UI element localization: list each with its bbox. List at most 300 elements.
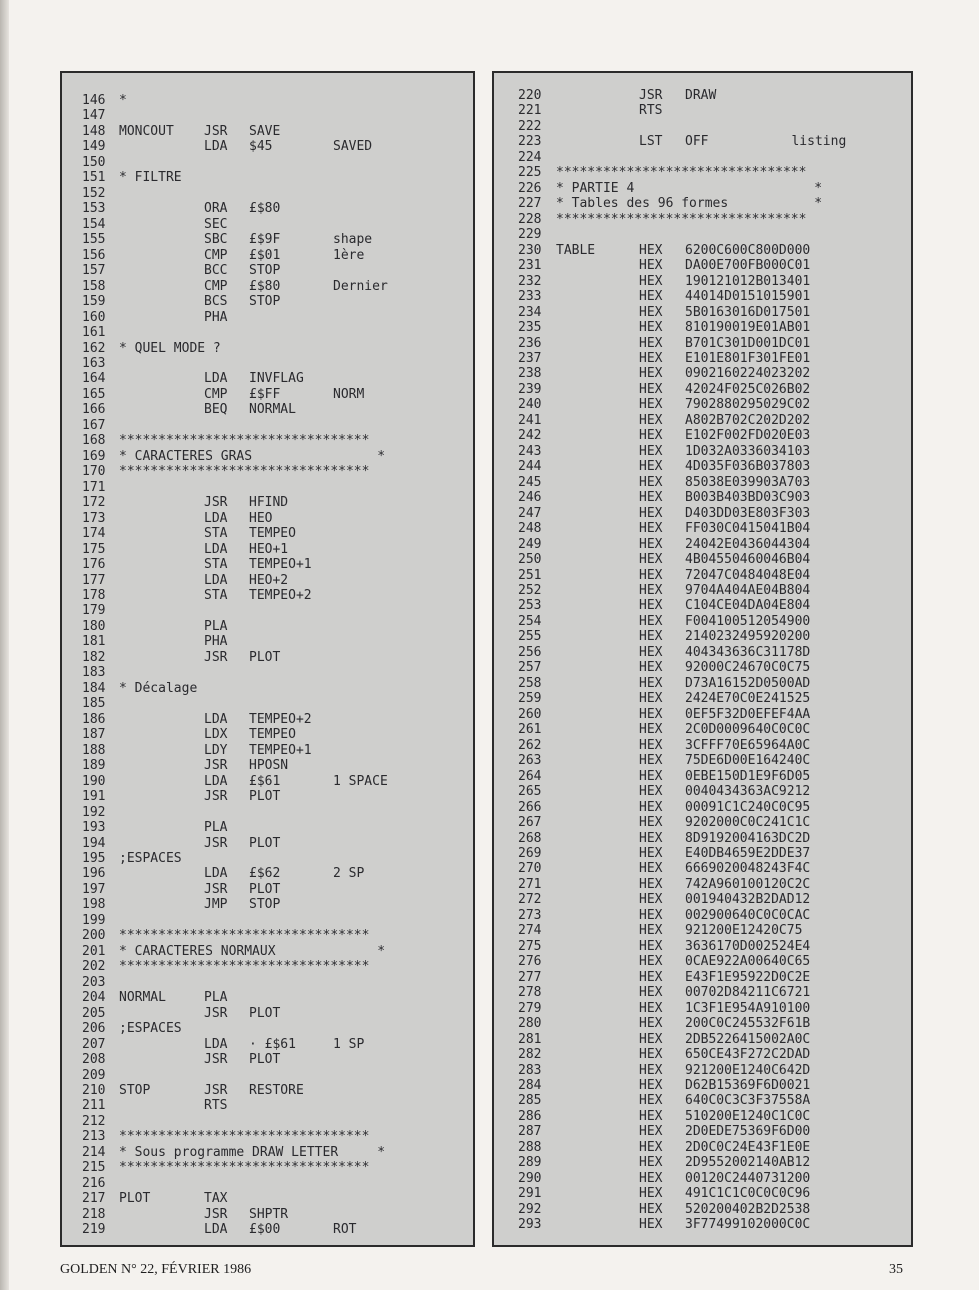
code-operand: INVFLAG	[249, 371, 304, 387]
code-opcode: JSR	[204, 495, 228, 511]
line-number: 284	[518, 1078, 542, 1093]
line-number: 146	[82, 93, 106, 108]
code-operand: PLOT	[249, 835, 281, 851]
code-opcode: LDA	[204, 711, 228, 727]
line-number: 173	[82, 510, 106, 526]
line-number: 225	[518, 165, 542, 181]
code-line	[62, 959, 473, 974]
line-number: 211	[82, 1098, 106, 1114]
code-operand: A802B702C202D202	[685, 412, 811, 428]
line-number: 158	[82, 278, 106, 294]
code-comment: SAVED	[333, 139, 373, 155]
code-line	[62, 743, 473, 758]
code-line	[494, 753, 911, 768]
code-label: ********************************	[119, 928, 370, 944]
line-number: 231	[518, 258, 542, 274]
code-line	[494, 413, 911, 428]
code-line	[62, 1129, 473, 1144]
line-number: 257	[518, 660, 542, 676]
line-number: 161	[82, 325, 106, 341]
code-operand: 92000C24670C0C75	[685, 660, 811, 676]
line-number: 247	[518, 505, 542, 521]
line-number: 273	[518, 907, 542, 923]
line-number: 190	[82, 773, 106, 789]
code-operand: PLOT	[249, 1005, 281, 1021]
line-number: 239	[518, 381, 542, 397]
code-operand: 200C0C245532F61B	[685, 1016, 811, 1032]
code-opcode: JSR	[204, 758, 228, 774]
code-opcode: LDA	[204, 541, 228, 557]
code-comment: ROT	[333, 1222, 357, 1238]
code-operand: 7902880295029C02	[685, 397, 811, 413]
code-operand: E102F002FD020E03	[685, 428, 811, 444]
line-number: 244	[518, 459, 542, 475]
code-operand: E101E801F301FE01	[685, 350, 811, 366]
code-line	[494, 1202, 911, 1217]
code-line	[62, 758, 473, 773]
line-number: 171	[82, 479, 106, 495]
line-number: 214	[82, 1144, 106, 1160]
code-line	[62, 1176, 473, 1191]
code-operand: 2140232495920200	[685, 629, 811, 645]
code-line	[62, 727, 473, 742]
code-line	[494, 1078, 911, 1093]
line-number: 243	[518, 443, 542, 459]
code-label: ********************************	[119, 959, 370, 975]
code-opcode: LDA	[204, 1036, 228, 1052]
code-line	[62, 990, 473, 1005]
line-number: 266	[518, 799, 542, 815]
code-comment: 1 SPACE	[333, 773, 388, 789]
code-line	[62, 418, 473, 433]
code-line	[62, 248, 473, 263]
line-number: 201	[82, 943, 106, 959]
code-line	[62, 356, 473, 371]
line-number: 169	[82, 448, 106, 464]
code-line	[494, 444, 911, 459]
code-line	[494, 707, 911, 722]
code-opcode: HEX	[639, 691, 663, 707]
code-opcode: HEX	[639, 474, 663, 490]
code-opcode: HEX	[639, 861, 663, 877]
line-number: 166	[82, 402, 106, 418]
code-line	[62, 805, 473, 820]
code-comment: 2 SP	[333, 866, 365, 882]
code-opcode: LDY	[204, 742, 228, 758]
listing-rows-right	[494, 88, 911, 1233]
line-number: 188	[82, 742, 106, 758]
code-operand: 921200E1240C642D	[685, 1062, 811, 1078]
code-operand: PLOT	[249, 881, 281, 897]
line-number: 198	[82, 897, 106, 913]
line-number: 261	[518, 722, 542, 738]
code-line	[494, 598, 911, 613]
line-number: 195	[82, 850, 106, 866]
line-number: 148	[82, 123, 106, 139]
code-opcode: HEX	[639, 613, 663, 629]
line-number: 270	[518, 861, 542, 877]
code-comment: 1ère	[333, 247, 365, 263]
code-operand: 8D9192004163DC2D	[685, 830, 811, 846]
code-line	[494, 521, 911, 536]
line-number: 281	[518, 1031, 542, 1047]
code-line	[62, 573, 473, 588]
line-number: 177	[82, 572, 106, 588]
code-operand: 2D9552002140AB12	[685, 1155, 811, 1171]
code-opcode: HEX	[639, 412, 663, 428]
line-number: 289	[518, 1155, 542, 1171]
code-line	[494, 366, 911, 381]
code-line	[494, 1124, 911, 1139]
line-number: 259	[518, 691, 542, 707]
line-number: 184	[82, 680, 106, 696]
line-number: 206	[82, 1021, 106, 1037]
code-line	[62, 603, 473, 618]
code-operand: £$62	[249, 866, 281, 882]
code-opcode: HEX	[639, 923, 663, 939]
line-number: 292	[518, 1201, 542, 1217]
line-number: 235	[518, 320, 542, 336]
line-number: 170	[82, 464, 106, 480]
code-line	[62, 1021, 473, 1036]
line-number: 240	[518, 397, 542, 413]
line-number: 253	[518, 598, 542, 614]
code-operand: 742A960100120C2C	[685, 876, 811, 892]
line-number: 232	[518, 273, 542, 289]
line-number: 248	[518, 521, 542, 537]
code-operand: 2424E70C0E241525	[685, 691, 811, 707]
code-opcode: HEX	[639, 845, 663, 861]
code-opcode: HEX	[639, 815, 663, 831]
code-line	[494, 877, 911, 892]
code-line	[494, 970, 911, 985]
code-label: ********************************	[119, 1160, 370, 1176]
code-operand: 6669020048243F4C	[685, 861, 811, 877]
code-line	[494, 258, 911, 273]
code-opcode: HEX	[639, 660, 663, 676]
line-number: 236	[518, 335, 542, 351]
code-operand: STOP	[249, 294, 281, 310]
code-opcode: HEX	[639, 938, 663, 954]
code-line	[62, 820, 473, 835]
line-number: 227	[518, 196, 542, 212]
code-line	[494, 1063, 911, 1078]
line-number: 237	[518, 350, 542, 366]
code-line	[494, 305, 911, 320]
code-opcode: HEX	[639, 304, 663, 320]
code-opcode: JSR	[204, 649, 228, 665]
code-operand: £$FF	[249, 386, 281, 402]
code-line	[494, 1047, 911, 1062]
code-label: * Sous programme DRAW LETTER *	[119, 1144, 386, 1160]
code-label: ;ESPACES	[119, 850, 182, 866]
line-number: 182	[82, 649, 106, 665]
code-label: ********************************	[119, 464, 370, 480]
line-number: 212	[82, 1113, 106, 1129]
code-line	[62, 944, 473, 959]
line-number: 183	[82, 665, 106, 681]
code-operand: RESTORE	[249, 1083, 304, 1098]
line-number: 192	[82, 804, 106, 820]
code-line	[62, 341, 473, 356]
line-number: 267	[518, 815, 542, 831]
code-line	[62, 619, 473, 634]
line-number: 265	[518, 784, 542, 800]
code-opcode: HEX	[639, 876, 663, 892]
page-number: 35	[889, 1262, 903, 1277]
code-line	[494, 1109, 911, 1124]
code-opcode: HEX	[639, 428, 663, 444]
line-number: 245	[518, 474, 542, 490]
line-number: 256	[518, 644, 542, 660]
code-opcode: JSR	[204, 123, 228, 139]
code-opcode: HEX	[639, 969, 663, 985]
line-number: 147	[82, 108, 106, 124]
code-operand: SAVE	[249, 123, 281, 139]
code-operand: D73A16152D0500AD	[685, 675, 811, 691]
code-line	[494, 274, 911, 289]
code-operand: 2D0EDE75369F6D00	[685, 1124, 811, 1140]
code-line	[494, 861, 911, 876]
line-number: 252	[518, 583, 542, 598]
code-operand: TEMPEO+2	[249, 588, 312, 603]
line-number: 286	[518, 1108, 542, 1124]
code-label: MONCOUT	[119, 123, 174, 139]
line-number: 189	[82, 758, 106, 774]
code-label: ;ESPACES	[119, 1021, 182, 1037]
code-operand: 3F77499102000C0C	[685, 1217, 811, 1233]
code-label: ********************************	[556, 211, 807, 227]
line-number: 162	[82, 340, 106, 356]
code-line	[62, 542, 473, 557]
line-number: 290	[518, 1170, 542, 1186]
line-number: 218	[82, 1206, 106, 1222]
code-line	[494, 614, 911, 629]
code-line	[62, 665, 473, 680]
code-operand: 00702D84211C6721	[685, 985, 811, 1001]
code-line	[494, 289, 911, 304]
code-opcode: STA	[204, 526, 228, 542]
code-opcode: LDA	[204, 773, 228, 789]
code-line	[62, 650, 473, 665]
code-operand: 3CFFF70E65964A0C	[685, 737, 811, 753]
code-label: * CARACTERES GRAS *	[119, 448, 386, 464]
code-line	[62, 866, 473, 881]
line-number: 255	[518, 629, 542, 645]
code-opcode: HEX	[639, 397, 663, 413]
code-opcode: HEX	[639, 552, 663, 568]
line-number: 263	[518, 753, 542, 769]
code-opcode: SBC	[204, 232, 228, 248]
code-operand: HFIND	[249, 495, 289, 511]
code-label: * QUEL MODE ?	[119, 340, 221, 356]
code-operand: 2D0C0C24E43F1E0E	[685, 1139, 811, 1155]
code-operand: 9202000C0C241C1C	[685, 815, 811, 831]
code-line	[62, 93, 473, 108]
code-opcode: HEX	[639, 985, 663, 1001]
line-number: 250	[518, 552, 542, 568]
line-number: 221	[518, 103, 542, 119]
code-line	[494, 846, 911, 861]
code-opcode: JSR	[204, 1083, 228, 1098]
code-operand: DA00E700FB000C01	[685, 258, 811, 274]
line-number: 220	[518, 88, 542, 103]
line-number: 234	[518, 304, 542, 320]
code-line	[62, 696, 473, 711]
line-number: 215	[82, 1160, 106, 1176]
line-number: 268	[518, 830, 542, 846]
code-operand: F004100512054900	[685, 613, 811, 629]
code-operand: FF030C0415041B04	[685, 521, 811, 537]
line-number: 276	[518, 954, 542, 970]
code-operand: 002900640C0C0CAC	[685, 907, 811, 923]
code-line	[494, 954, 911, 969]
code-opcode: JSR	[204, 1052, 228, 1068]
code-line	[62, 433, 473, 448]
line-number: 164	[82, 371, 106, 387]
code-operand: HEO	[249, 510, 273, 526]
code-line	[494, 134, 911, 149]
line-number: 181	[82, 634, 106, 650]
code-line	[62, 279, 473, 294]
code-label: *	[119, 93, 127, 108]
code-operand: B003B403BD03C903	[685, 490, 811, 506]
code-label: PLOT	[119, 1191, 151, 1207]
code-line	[494, 738, 911, 753]
code-opcode: HEX	[639, 675, 663, 691]
code-line	[62, 975, 473, 990]
code-operand: 491C1C1C0C0C0C96	[685, 1186, 811, 1202]
code-operand: D62B15369F6D0021	[685, 1078, 811, 1093]
code-line	[494, 165, 911, 180]
code-operand: 85038E039903A703	[685, 474, 811, 490]
code-label: TABLE	[556, 242, 596, 258]
line-number: 216	[82, 1175, 106, 1191]
code-line	[494, 923, 911, 938]
line-number: 210	[82, 1083, 106, 1098]
line-number: 156	[82, 247, 106, 263]
line-number: 204	[82, 990, 106, 1006]
line-number: 233	[518, 289, 542, 305]
line-number: 282	[518, 1047, 542, 1063]
line-number: 264	[518, 768, 542, 784]
code-line	[62, 155, 473, 170]
code-line	[494, 583, 911, 598]
code-line	[62, 1006, 473, 1021]
code-opcode: HEX	[639, 1155, 663, 1171]
code-operand: 0EF5F32D0EFEF4AA	[685, 706, 811, 722]
code-operand: 42024F025C026B02	[685, 381, 811, 397]
code-line	[494, 459, 911, 474]
code-opcode: JSR	[204, 1005, 228, 1021]
line-number: 193	[82, 820, 106, 836]
code-opcode: JSR	[639, 88, 663, 103]
code-operand: B701C301D001DC01	[685, 335, 811, 351]
code-line	[62, 1052, 473, 1067]
listing-panel-right	[492, 71, 913, 1247]
code-line	[494, 88, 911, 103]
code-operand: STOP	[249, 897, 281, 913]
code-line	[494, 629, 911, 644]
code-line	[62, 371, 473, 386]
code-opcode: HEX	[639, 1047, 663, 1063]
code-operand: PLOT	[249, 1052, 281, 1068]
code-line	[62, 913, 473, 928]
code-line	[494, 119, 911, 134]
code-line	[494, 475, 911, 490]
code-opcode: LDA	[204, 866, 228, 882]
code-opcode: HEX	[639, 907, 663, 923]
code-line	[494, 506, 911, 521]
code-operand: TEMPEO	[249, 727, 296, 743]
code-operand: SHPTR	[249, 1206, 289, 1222]
code-operand: 6200C600C800D000	[685, 242, 811, 258]
code-opcode: LDA	[204, 510, 228, 526]
code-opcode: HEX	[639, 1201, 663, 1217]
line-number: 271	[518, 876, 542, 892]
code-opcode: HEX	[639, 768, 663, 784]
code-line	[494, 150, 911, 165]
line-number: 209	[82, 1067, 106, 1083]
code-line	[62, 1098, 473, 1113]
code-line	[62, 1068, 473, 1083]
code-line	[62, 495, 473, 510]
code-line	[494, 243, 911, 258]
code-operand: 75DE6D00E164240C	[685, 753, 811, 769]
code-opcode: HEX	[639, 459, 663, 475]
code-opcode: RTS	[204, 1098, 228, 1114]
code-opcode: LDA	[204, 572, 228, 588]
code-opcode: HEX	[639, 1217, 663, 1233]
line-number: 226	[518, 180, 542, 196]
line-number: 197	[82, 881, 106, 897]
code-operand: £$80	[249, 201, 281, 217]
code-line	[62, 217, 473, 232]
code-line	[62, 897, 473, 912]
line-number: 194	[82, 835, 106, 851]
code-line	[62, 186, 473, 201]
code-operand: · £$61	[249, 1036, 296, 1052]
code-line	[62, 588, 473, 603]
line-number: 186	[82, 711, 106, 727]
code-opcode: HEX	[639, 737, 663, 753]
code-opcode: HEX	[639, 722, 663, 738]
code-operand: 72047C0484048E04	[685, 567, 811, 583]
code-operand: 1D032A0336034103	[685, 443, 811, 459]
code-operand: 0EBE150D1E9F6D05	[685, 768, 811, 784]
line-number: 205	[82, 1005, 106, 1021]
code-operand: DRAW	[685, 88, 717, 103]
code-line	[62, 851, 473, 866]
line-number: 159	[82, 294, 106, 310]
line-number: 178	[82, 588, 106, 603]
code-opcode: BCC	[204, 263, 228, 279]
code-line	[494, 676, 911, 691]
code-operand: 510200E1240C1C0C	[685, 1108, 811, 1124]
code-opcode: PLA	[204, 990, 228, 1006]
page-binding-edge	[0, 0, 9, 1290]
code-opcode: JSR	[204, 835, 228, 851]
code-operand: 0CAE922A00640C65	[685, 954, 811, 970]
code-operand: HPOSN	[249, 758, 289, 774]
code-operand: $45	[249, 139, 273, 155]
code-line	[62, 294, 473, 309]
code-operand: 9704A404AE04B804	[685, 583, 811, 598]
code-line	[494, 1001, 911, 1016]
line-number: 228	[518, 211, 542, 227]
code-line	[494, 769, 911, 784]
code-label: * Décalage	[119, 680, 198, 696]
